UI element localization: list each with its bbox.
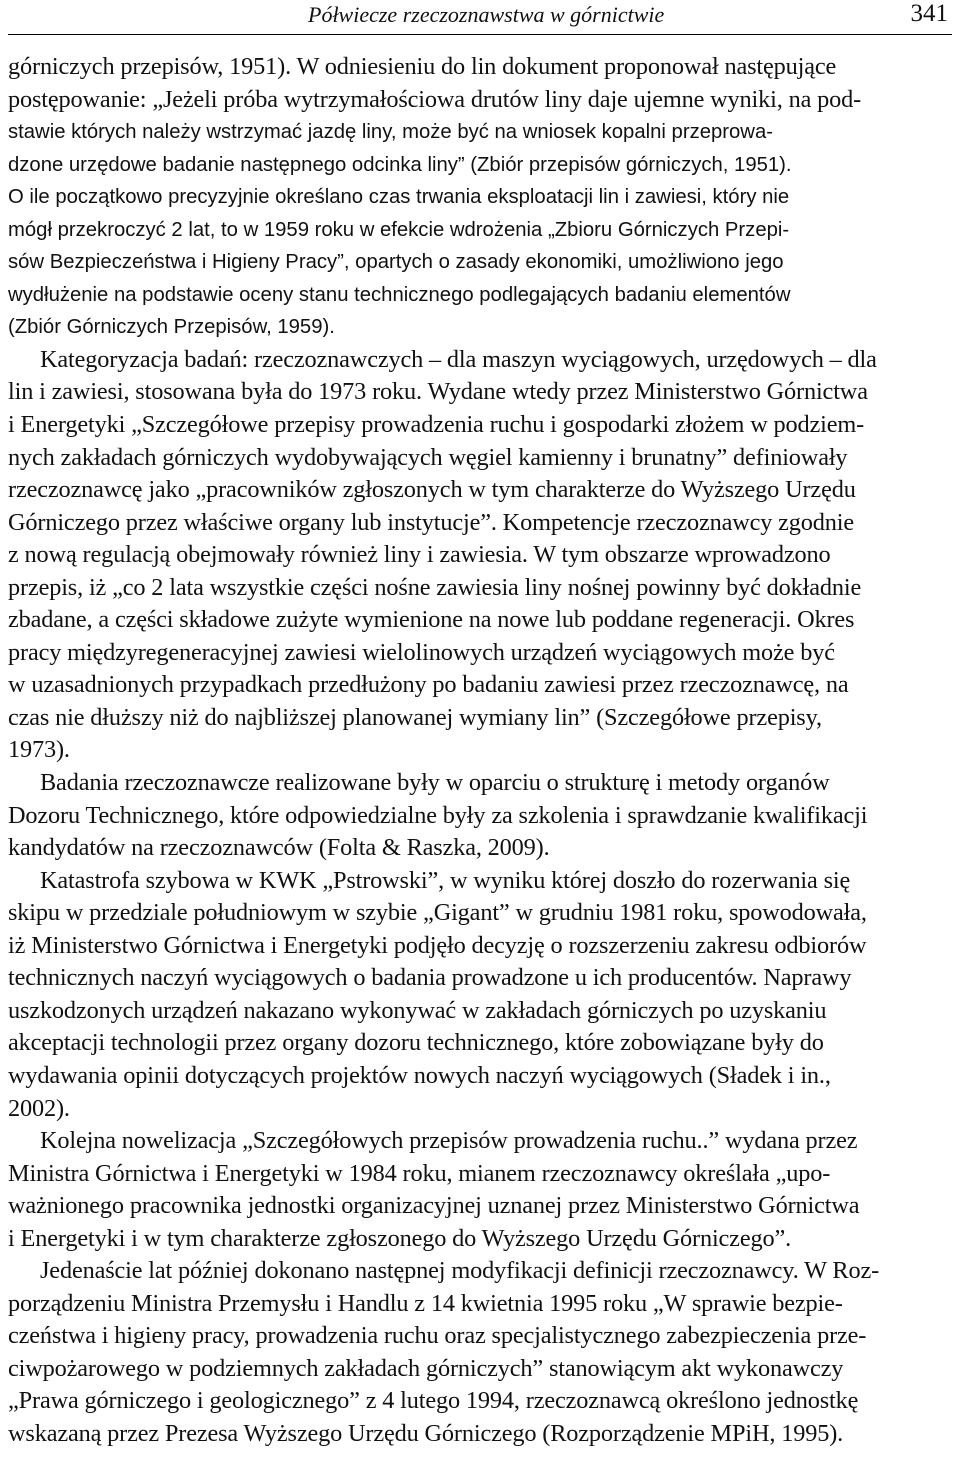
text-line [8, 1093, 952, 1126]
text-line-content: i Energetyki „Szczegółowe przepisy prowadzenia ruchu i gospodarki złożem w podziem- [8, 411, 865, 439]
text-line-content: iż Ministerstwo Górnictwa i Energetyki podjęło decyzję o rozszerzeniu zakresu odbiorów [8, 931, 867, 959]
text-line [8, 51, 952, 84]
text-line [8, 442, 952, 475]
text-line [8, 572, 952, 605]
text-line [8, 1385, 952, 1418]
page-header [8, 0, 952, 35]
text-line-content: zbadane, a części składowe zużyte wymienione na nowe lub poddane regeneracji. Okres [8, 606, 855, 634]
text-line-content: (Zbiór Górniczych Przepisów, 1959). [8, 316, 335, 339]
text-line-content: Górniczego przez właściwe organy lub instytucje”. Kompetencje rzeczoznawcy zgodnie [8, 508, 855, 536]
text-line [8, 1418, 952, 1451]
text-line [8, 507, 952, 540]
text-line [8, 409, 952, 442]
text-line-content: skipu w przedziale południowym w szybie „Gigant” w grudniu 1981 roku, spowodowała, [8, 899, 867, 927]
paragraph-first-line [8, 767, 952, 800]
text-line-content: górniczych przepisów, 1951). W odniesieniu do lin dokument proponował następujące [8, 53, 837, 80]
text-line-content: Jedenaście lat później dokonano następnej modyfikacji definicji rzeczoznawcy. W Roz- [40, 1257, 880, 1285]
paragraph-first-line [8, 344, 952, 377]
text-line-content: Wydane wtedy przez Ministerstwo Górnictwa [421, 378, 868, 406]
text-line-content: stawie których należy wstrzymać jazdę liny, może być na wniosek kopalni przeprowa- [8, 121, 773, 144]
running-title: Półwiecze rzeczoznawstwa w górnictwie [308, 2, 665, 27]
text-line [8, 1320, 952, 1353]
text-line [8, 246, 952, 279]
text-line-content: Kolejna nowelizacja „Szczegółowych przepisów prowadzenia ruchu..” wydana przez [40, 1127, 858, 1155]
text-line-content: uszkodzonych urządzeń nakazano wykonywać w zakładach górniczych po uzyskaniu [8, 996, 827, 1024]
text-line [8, 930, 952, 963]
text-line [8, 181, 952, 214]
text-line [8, 1027, 952, 1060]
text-line-content: nych zakładach górniczych wydobywających węgiel kamienny i brunatny” definiowały [8, 443, 848, 471]
text-line [8, 962, 952, 995]
text-line [8, 1158, 952, 1191]
text-line-content: 2002). [8, 1094, 70, 1122]
text-line-content: postępowanie: „Jeżeli próba wytrzymałościowa drutów liny daje ujemne wyniki, na pod- [8, 85, 862, 113]
text-line-content: czeństwa i higieny pracy, prowadzenia ruchu oraz specjalistycznego zabezpieczenia prze- [8, 1322, 867, 1350]
text-line [8, 84, 952, 117]
text-line-content: w uzasadnionych przypadkach przedłużony po badaniu zawiesi przez rzeczoznawcę, na [8, 671, 849, 699]
text-line [8, 734, 952, 767]
text-line-content: przepis, iż „co 2 lata wszystkie części nośne zawiesia liny nośnej powinny być dokładnie [8, 573, 862, 601]
text-line [8, 376, 952, 409]
page-number: 341 [910, 0, 948, 27]
text-line [8, 1190, 952, 1223]
text-line-content: ciwpożarowego w podziemnych zakładach górniczych” stanowiącym akt wykonawczy [8, 1354, 844, 1382]
paragraph-first-line [8, 865, 952, 898]
text-line-content: dzone urzędowe badanie następnego odcinka liny” (Zbiór przepisów górniczych, 1951). [8, 153, 792, 176]
text-line-content: ważnionego pracownika jednostki organizacyjnej uznanej przez Ministerstwo Górnictwa [8, 1192, 860, 1220]
text-line [8, 604, 952, 637]
text-line-content: pracy międzyregeneracyjnej zawiesi wielolinowych urządzeń wyciągowych może być [8, 638, 835, 666]
text-line-content: wydłużenie na podstawie oceny stanu technicznego podlegających badaniu elementów [8, 283, 791, 306]
text-line-content: 1973). [8, 736, 70, 764]
text-line [8, 637, 952, 670]
text-line [8, 149, 952, 182]
text-line-content: Kategoryzacja badań: rzeczoznawczych – dla maszyn wyciągowych, urzędowych – dla [40, 345, 877, 373]
text-line-content: czas nie dłuższy niż do najbliższej planowanej wymiany lin” (Szczegółowe przepisy, [8, 703, 822, 731]
text-line-content: i Energetyki i w tym charakterze zgłoszonego do Wyższego Urzędu Górniczego”. [8, 1224, 792, 1252]
text-line [8, 669, 952, 702]
paragraph-first-line [8, 1125, 952, 1158]
text-line-content: technicznych naczyń wyciągowych o badania prowadzone u ich producentów. Naprawy [8, 964, 852, 992]
text-line [8, 1060, 952, 1093]
text-line-content: kandydatów na rzeczoznawców (Folta & Raszka, 2009). [8, 834, 550, 862]
text-line-content: rzeczoznawcę jako „pracowników zgłoszonych w tym charakterze do Wyższego Urzędu [8, 476, 856, 504]
text-line-content: Katastrofa szybowa w KWK „Pstrowski”, w wyniku której doszło do rozerwania się [40, 866, 851, 894]
text-line [8, 279, 952, 312]
text-line-content: O ile początkowo precyzyjnie określano czas trwania eksploatacji lin i zawiesi, który nie [8, 186, 790, 209]
text-line-content: lin i zawiesi, stosowana była do 1973 roku. [8, 378, 422, 406]
text-line [8, 1353, 952, 1386]
text-line [8, 1288, 952, 1321]
text-line [8, 800, 952, 833]
text-line-content: wydawania opinii dotyczących projektów nowych naczyń wyciągowych (Sładek i in., [8, 1061, 831, 1089]
text-line-content: sów Bezpieczeństwa i Higieny Pracy”, opartych o zasady ekonomiki, umożliwiono jego [8, 251, 784, 274]
text-line [8, 832, 952, 865]
text-line [8, 474, 952, 507]
text-line-content: Badania rzeczoznawcze realizowane były w oparciu o strukturę i metody organów [40, 769, 830, 797]
text-line [8, 214, 952, 247]
text-line-content: „Prawa górniczego i geologicznego” z 4 lutego 1994, rzeczoznawcą określono jednostkę [8, 1387, 859, 1415]
text-line-content: Dozoru Technicznego, które odpowiedzialne były za szkolenia i sprawdzanie kwalifikacji [8, 801, 868, 829]
text-line [8, 311, 952, 344]
text-line-content: porządzeniu Ministra Przemysłu i Handlu z 14 kwietnia 1995 roku „W sprawie bezpie- [8, 1289, 843, 1317]
text-line-content: z nową regulacją obejmowały również liny i zawiesia. W tym obszarze wprowadzono [8, 541, 831, 569]
text-line [8, 995, 952, 1028]
body-text [8, 51, 952, 1451]
text-line-content: mógł przekroczyć 2 lat, to w 1959 roku w efekcie wdrożenia „Zbioru Górniczych Przepi- [8, 218, 790, 241]
text-line [8, 702, 952, 735]
text-line [8, 1223, 952, 1256]
text-line-content: wskazaną przez Prezesa Wyższego Urzędu Górniczego (Rozporządzenie MPiH, 1995). [8, 1419, 844, 1447]
text-line-content: Ministra Górnictwa i Energetyki w 1984 roku, mianem rzeczoznawcy określała „upo- [8, 1159, 831, 1187]
text-line-content: akceptacji technologii przez organy dozoru technicznego, które zobowiązane były do [8, 1029, 824, 1057]
text-line [8, 897, 952, 930]
paragraph-first-line [8, 1255, 952, 1288]
text-line [8, 116, 952, 149]
text-line [8, 539, 952, 572]
